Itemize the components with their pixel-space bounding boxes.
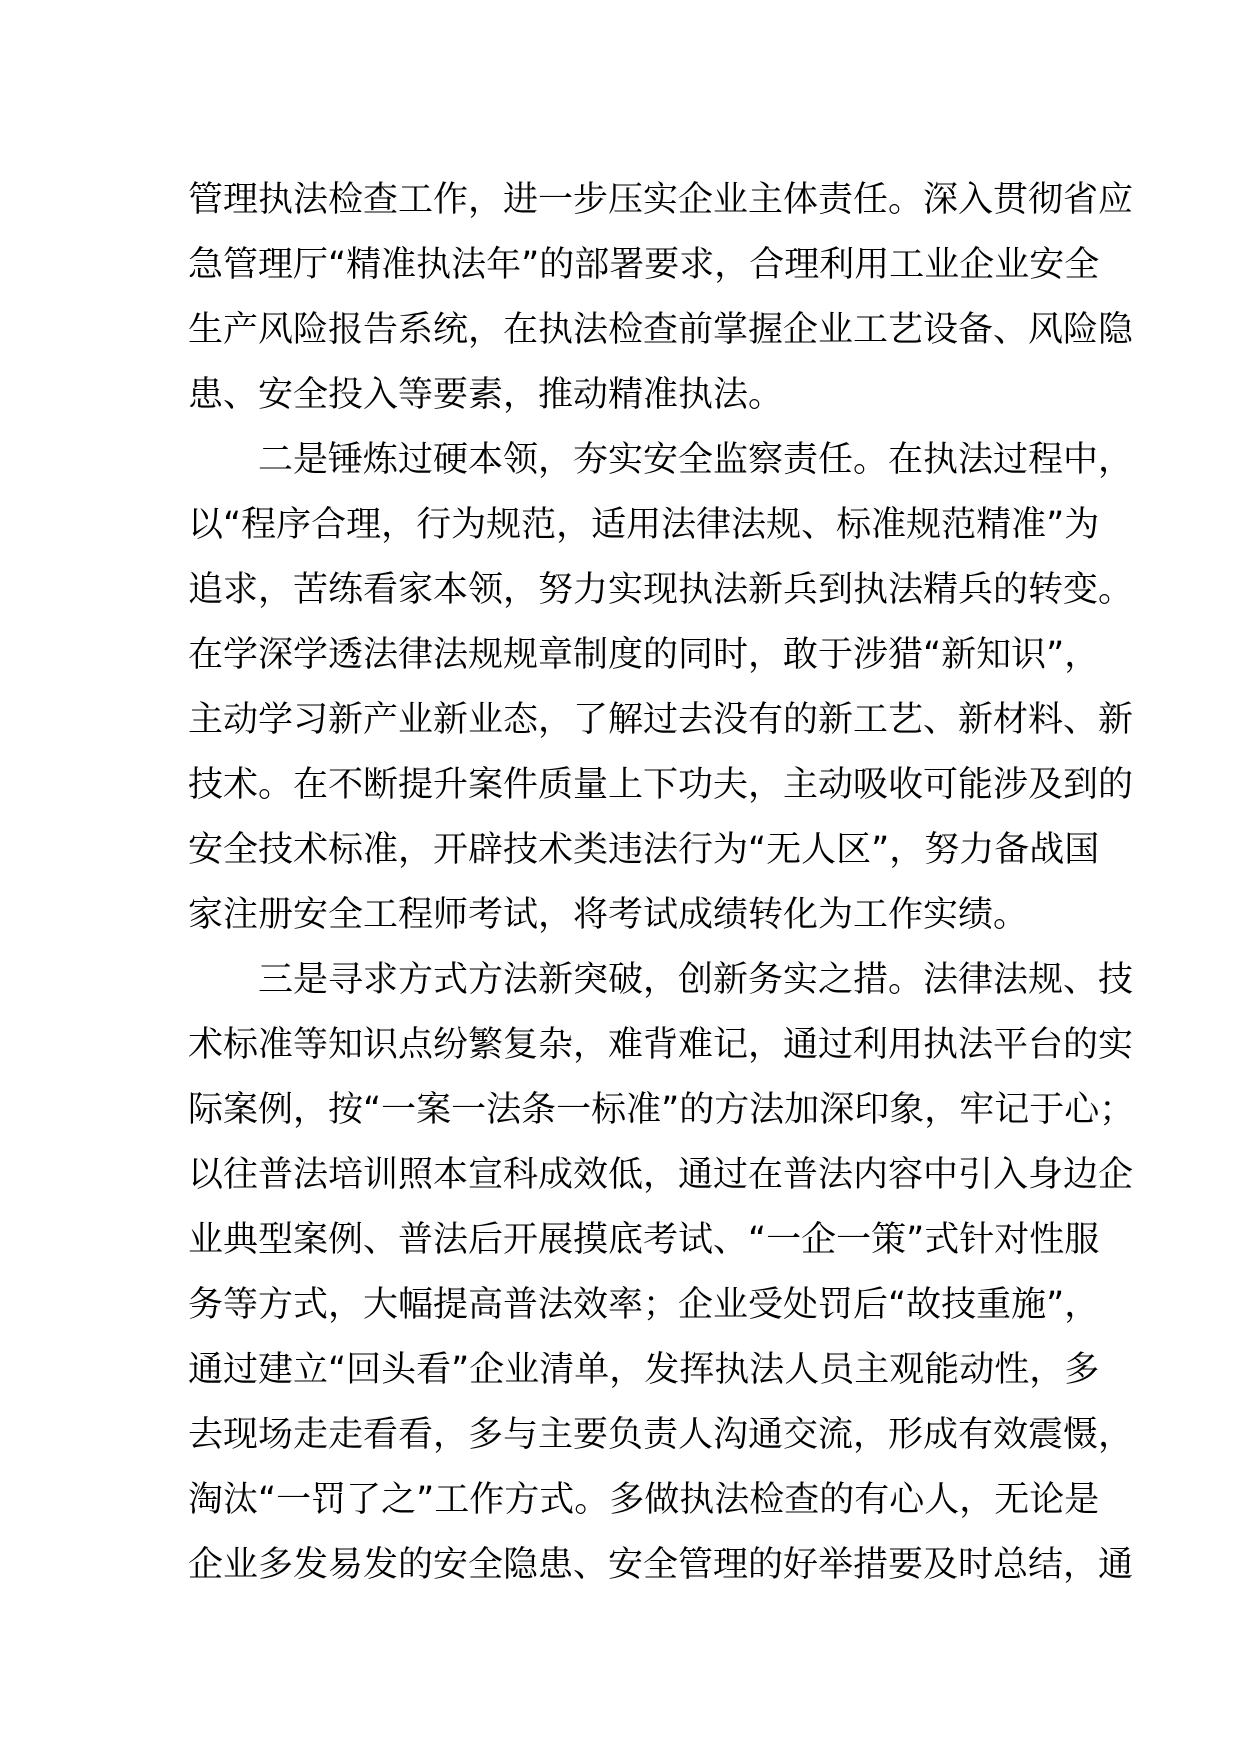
text-line: 患、安全投入等要素，推动精准执法。	[188, 375, 784, 415]
text-line: 际案例，按“一案一法条一标准”的方法加深印象，牢记于心；	[188, 1090, 1135, 1130]
text-line: 通过建立“回头看”企业清单，发挥执法人员主观能动性，多	[188, 1350, 1100, 1390]
text-line: 急管理厅“精准执法年”的部署要求，合理利用工业企业安全	[188, 245, 1100, 285]
text-line: 在学深学透法律法规规章制度的同时，敢于涉猎“新知识”，	[188, 635, 1100, 675]
text-line: 管理执法检查工作，进一步压实企业主体责任。深入贯彻省应	[188, 180, 1134, 220]
text-line: 家注册安全工程师考试，将考试成绩转化为工作实绩。	[188, 895, 1029, 935]
body-text	[188, 168, 1135, 1598]
text-line: 企业多发易发的安全隐患、安全管理的好举措要及时总结，通	[188, 1545, 1134, 1585]
text-line: 技术。在不断提升案件质量上下功夫，主动吸收可能涉及到的	[188, 765, 1134, 805]
text-line: 术标准等知识点纷繁复杂，难背难记，通过利用执法平台的实	[188, 1025, 1134, 1065]
text-line: 以往普法培训照本宣科成效低，通过在普法内容中引入身边企	[188, 1155, 1134, 1195]
text-line: 生产风险报告系统，在执法检查前掌握企业工艺设备、风险隐	[188, 310, 1134, 350]
paragraph-start-line: 二是锤炼过硬本领，夯实安全监察责任。在执法过程中，	[188, 440, 1134, 480]
text-line: 业典型案例、普法后开展摸底考试、“一企一策”式针对性服	[188, 1220, 1100, 1260]
text-line: 安全技术标准，开辟技术类违法行为“无人区”，努力备战国	[188, 830, 1100, 870]
text-line: 去现场走走看看，多与主要负责人沟通交流，形成有效震慑，	[188, 1415, 1134, 1455]
text-line: 以“程序合理，行为规范，适用法律法规、标准规范精准”为	[188, 505, 1100, 545]
text-line: 主动学习新产业新业态，了解过去没有的新工艺、新材料、新	[188, 700, 1134, 740]
paragraph-start-line: 三是寻求方式方法新突破，创新务实之措。法律法规、技	[188, 960, 1134, 1000]
text-line: 追求，苦练看家本领，努力实现执法新兵到执法精兵的转变。	[188, 570, 1134, 610]
text-line: 淘汰“一罚了之”工作方式。多做执法检查的有心人，无论是	[188, 1480, 1100, 1520]
text-line: 务等方式，大幅提高普法效率；企业受处罚后“故技重施”，	[188, 1285, 1100, 1325]
